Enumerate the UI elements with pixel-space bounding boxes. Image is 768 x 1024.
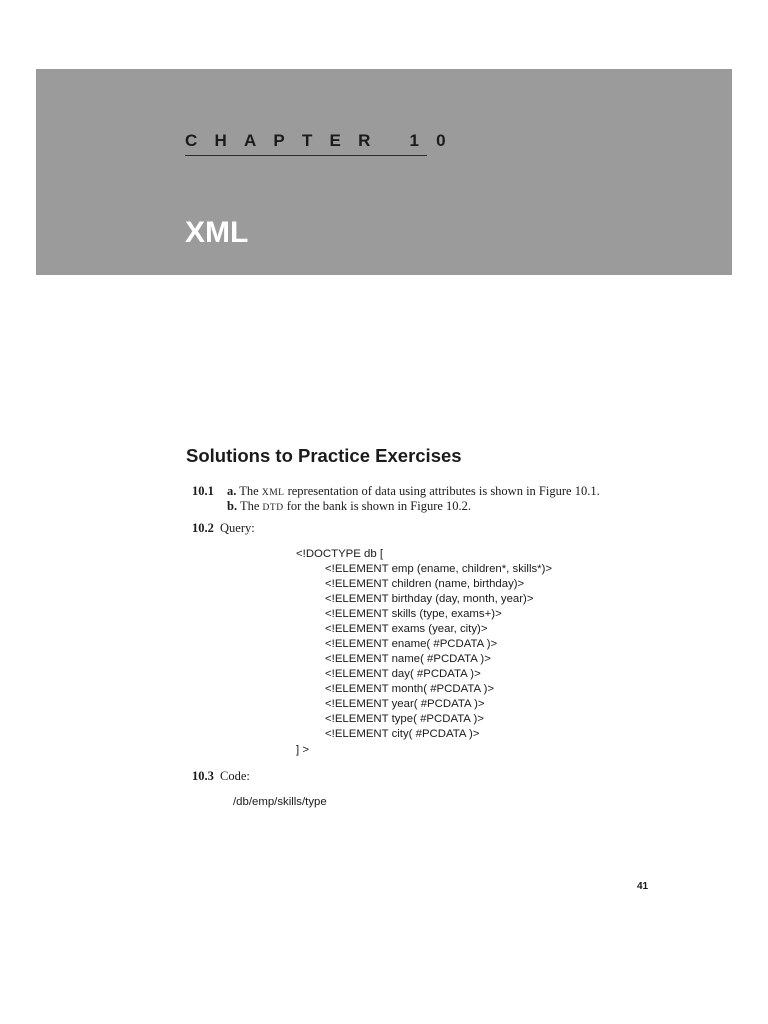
page-number: 41 — [637, 881, 649, 892]
code-line: <!ELEMENT birthday (day, month, year)> — [325, 593, 534, 605]
code-line: ] > — [296, 744, 309, 756]
text: The — [239, 484, 259, 498]
text: The — [239, 499, 260, 513]
text: representation of data using attributes is shown in Figure 10.1. — [287, 484, 600, 498]
code-line: <!DOCTYPE db [ — [296, 548, 384, 560]
chapter-title: XML — [185, 216, 249, 249]
exercise-label: Code: — [220, 769, 250, 783]
exercise-number: 10.1 — [192, 484, 214, 498]
code-line: <!ELEMENT year( #PCDATA )> — [325, 698, 485, 710]
code-line: <!ELEMENT children (name, birthday)> — [325, 578, 525, 590]
exercise-number: 10.3 — [192, 769, 214, 783]
chapter-banner — [36, 69, 732, 275]
exercise-label: Query: — [220, 521, 255, 535]
code-line: <!ELEMENT name( #PCDATA )> — [325, 653, 491, 665]
code-line: <!ELEMENT month( #PCDATA )> — [325, 683, 495, 695]
code-line: <!ELEMENT city( #PCDATA )> — [325, 728, 480, 740]
small-caps-term: DTD — [262, 503, 284, 513]
text: for the bank is shown in Figure 10.2. — [286, 499, 472, 513]
exercise-10-1-b — [227, 498, 471, 516]
exercise-10-3 — [192, 768, 250, 784]
code-line: <!ELEMENT day( #PCDATA )> — [325, 668, 481, 680]
code-line: <!ELEMENT exams (year, city)> — [325, 623, 488, 635]
exercise-number: 10.2 — [192, 521, 214, 535]
chapter-label: CHAPTER 10 — [185, 131, 427, 156]
xpath-code: /db/emp/skills/type — [233, 796, 327, 808]
small-caps-term: XML — [261, 488, 285, 498]
code-line: <!ELEMENT type( #PCDATA )> — [325, 713, 484, 725]
exercise-10-2 — [192, 520, 255, 536]
code-line: <!ELEMENT skills (type, exams+)> — [325, 608, 502, 620]
part-label: b. — [227, 499, 238, 513]
section-heading: Solutions to Practice Exercises — [186, 445, 462, 466]
part-label: a. — [227, 484, 237, 498]
code-line: <!ELEMENT emp (ename, children*, skills*)> — [325, 563, 553, 575]
code-line: <!ELEMENT ename( #PCDATA )> — [325, 638, 498, 650]
